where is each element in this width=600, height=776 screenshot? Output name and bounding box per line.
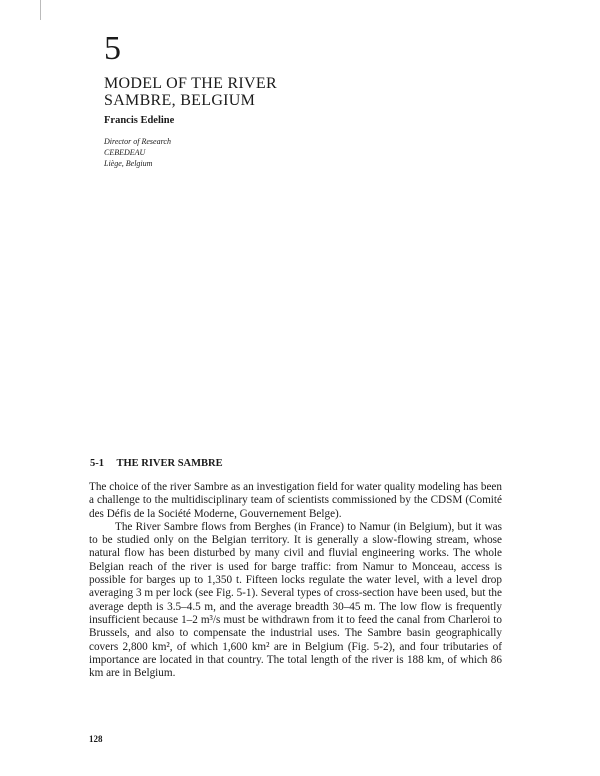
body-text <box>89 481 502 680</box>
chapter-title-line-1: MODEL OF THE RIVER <box>104 75 277 92</box>
author-role: Director of Research <box>104 137 171 146</box>
page-number: 128 <box>89 734 103 744</box>
page-edge-mark <box>40 0 41 20</box>
paragraph-1: The choice of the river Sambre as an investigation field for water quality modeling has been a challenge to the multidisciplinary team of scientists commissioned by the CDSM (Comité des Défis de la Société Moderne, Gouvernement Belge). <box>89 481 502 520</box>
author-affiliation <box>104 136 171 169</box>
paragraph-2: The River Sambre flows from Berghes (in France) to Namur (in Belgium), but it was to be studied only on the Belgian territory. It is generally a slow-flowing stream, whose natural flow has been disturbed by many civil and fluvial engineering works. The whole Belgian reach of the river is used for barge traffic: from Namur to Monceau, access is possible for barges up to 1,350 t. Fifteen locks regulate the water level, with a level drop averaging 3 m per lock (see Fig. 5-1). Several types of cross-section have been used, but the average depth is 3.5–4.5 m, and the average breadth 30–45 m. The low flow is frequently insufficient because 1–2 m³/s must be withdrawn from it to feed the canal from Charleroi to Brussels, and also to compensate the industrial uses. The Sambre basin geographically covers 2,800 km², of which 1,600 km² are in Belgium (Fig. 5-2), and four tributaries of importance are located in that country. The total length of the river is 188 km, of which 86 km are in Belgium. <box>89 520 502 680</box>
author-organization: CEBEDEAU <box>104 148 146 157</box>
chapter-title-line-2: SAMBRE, BELGIUM <box>104 92 256 109</box>
section-title: THE RIVER SAMBRE <box>116 458 223 469</box>
chapter-title <box>104 75 277 109</box>
chapter-number: 5 <box>104 30 121 67</box>
author-name: Francis Edeline <box>104 115 175 126</box>
section-number: 5-1 <box>90 458 104 469</box>
section-heading <box>90 458 223 469</box>
author-location: Liège, Belgium <box>104 159 153 168</box>
